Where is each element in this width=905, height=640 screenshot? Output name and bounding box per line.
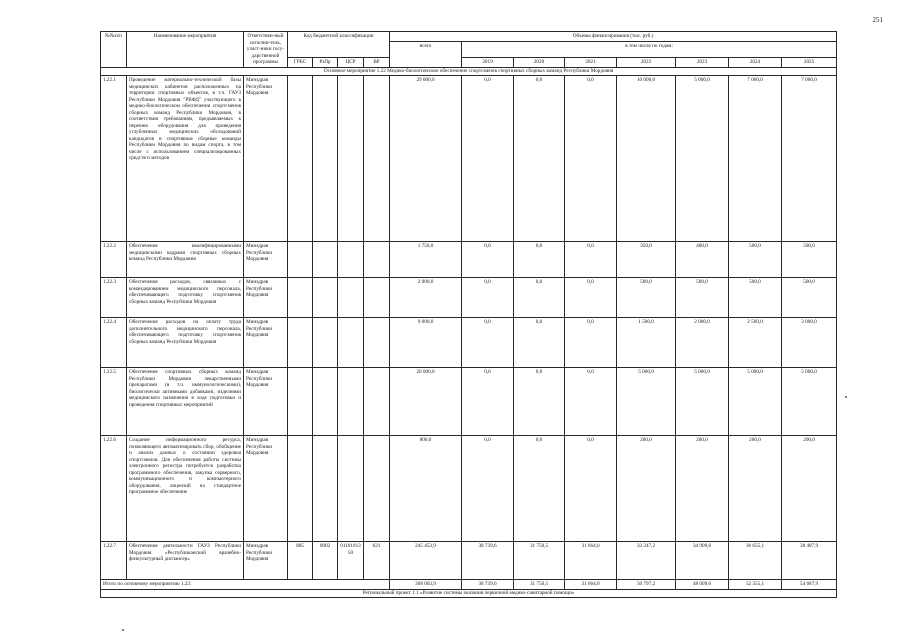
row-name: Обеспечение расходов на оплату труда дополнительного медицинского персонала, обеспечивающего подготовку спортсменов сборных команд Республики Мордовия	[127, 318, 244, 368]
row-year-value: 0,0	[462, 76, 514, 242]
row-year-value: 34 909,6	[676, 542, 729, 580]
row-year-value: 0,0	[514, 318, 565, 368]
row-rzpr: 0902	[313, 542, 338, 580]
total-year-value: 31 664,0	[565, 580, 617, 590]
header-name: Наименование мероприятия	[127, 32, 244, 68]
header-year: 2024	[729, 58, 782, 68]
row-year-value: 0,0	[565, 76, 617, 242]
total-year-value: 31 750,5	[514, 580, 565, 590]
row-total: 20 000,0	[390, 368, 462, 436]
row-number: 1.22.1	[101, 76, 127, 242]
table-row	[101, 318, 837, 368]
row-year-value: 500,0	[729, 278, 782, 318]
row-year-value: 2 500,0	[729, 318, 782, 368]
table-row	[101, 76, 837, 242]
row-year-value: 36 655,1	[729, 542, 782, 580]
row-year-value: 7 000,0	[782, 76, 837, 242]
row-name: Обеспечение спортивных сборных команд Республики Мордовия лекарственными препаратами (в т.ч. иммунологическими), биологически активными добавками, изделиями медицинского назначения в ходе подготовки и проведения спортивных мероприятий	[127, 368, 244, 436]
row-grbs	[288, 278, 313, 318]
total-row	[101, 580, 837, 590]
header-year: 2023	[676, 58, 729, 68]
row-year-value: 31 664,0	[565, 542, 617, 580]
row-year-value: 200,0	[676, 436, 729, 542]
row-year-value: 0,0	[565, 242, 617, 278]
row-year-value: 7 000,0	[729, 76, 782, 242]
row-year-value: 200,0	[729, 436, 782, 542]
scan-speck	[122, 629, 124, 631]
page-number: 251	[872, 16, 883, 24]
row-vr	[364, 76, 390, 242]
header-budget-code: Код бюджетной классификации	[288, 32, 390, 58]
row-executor: Минздрав Республики Мордовия	[244, 436, 288, 542]
row-year-value: 500,0	[729, 242, 782, 278]
financing-table	[100, 31, 837, 598]
row-year-value: 38 739,6	[462, 542, 514, 580]
row-number: 1.22.2	[101, 242, 127, 278]
header-executor: Ответствен-ный исполни-тель, участ-ники госу-дарственной программы	[244, 32, 288, 68]
row-year-value: 31 750,5	[514, 542, 565, 580]
row-year-value: 5 000,0	[676, 368, 729, 436]
row-csr	[338, 76, 364, 242]
header-total: всего	[390, 41, 462, 67]
row-year-value: 33 247,2	[617, 542, 676, 580]
row-year-value: 200,0	[782, 436, 837, 542]
row-vr	[364, 318, 390, 368]
row-csr	[338, 436, 364, 542]
header-year: 2025	[782, 58, 837, 68]
row-number: 1.22.3	[101, 278, 127, 318]
row-total: 1 750,0	[390, 242, 462, 278]
row-rzpr	[313, 436, 338, 542]
total-year-value: 50 797,2	[617, 580, 676, 590]
header-year: 2021	[565, 58, 617, 68]
row-rzpr	[313, 278, 338, 318]
row-number: 1.22.5	[101, 368, 127, 436]
row-csr: 01101813 50	[338, 542, 364, 580]
total-year-value: 38 739,6	[462, 580, 514, 590]
row-year-value: 0,0	[565, 278, 617, 318]
row-name: Создание информационного ресурса, позволяющего автоматизировать сбор, обобщение и анализ данных о состоянии здоровья спортсменов. Для обеспечения работы системы электронного регистра потребуется разработка программного обеспечения, закупка серверного, коммуникационного и компьютерного оборудования, лицензий на стандартное программное обеспечение	[127, 436, 244, 542]
row-executor: Минздрав Республики Мордовия	[244, 278, 288, 318]
table-row	[101, 542, 837, 580]
header-year: 2019	[462, 58, 514, 68]
row-year-value: 350,0	[617, 242, 676, 278]
header-vr: ВР	[364, 58, 390, 68]
row-year-value: 500,0	[676, 278, 729, 318]
total-year-value: 48 009,6	[676, 580, 729, 590]
row-vr	[364, 278, 390, 318]
header-num: №№п/п	[101, 32, 127, 68]
header-grbs: ГРБС	[288, 58, 313, 68]
row-rzpr	[313, 318, 338, 368]
row-executor: Минздрав Республики Мордовия	[244, 318, 288, 368]
row-name: Обеспечение расходов, связанных с командированием медицинского персонала, обеспечивающего подготовку спортсменов сборных команд Республики Мордовия	[127, 278, 244, 318]
row-year-value: 2 000,0	[676, 318, 729, 368]
header-rzpr: РзПр	[313, 58, 338, 68]
row-year-value: 200,0	[617, 436, 676, 542]
row-year-value: 0,0	[462, 368, 514, 436]
total-year-value: 52 355,1	[729, 580, 782, 590]
row-total: 2 000,0	[390, 278, 462, 318]
scan-speck	[845, 396, 847, 398]
header-year: 2020	[514, 58, 565, 68]
row-vr	[364, 368, 390, 436]
row-year-value: 5 000,0	[617, 368, 676, 436]
row-total: 800,0	[390, 436, 462, 542]
row-year-value: 0,0	[462, 278, 514, 318]
row-year-value: 500,0	[782, 242, 837, 278]
row-year-value: 0,0	[462, 242, 514, 278]
section-row	[101, 67, 837, 76]
row-total: 245 453,9	[390, 542, 462, 580]
row-year-value: 0,0	[514, 242, 565, 278]
row-year-value: 0,0	[514, 278, 565, 318]
table-row	[101, 436, 837, 542]
row-year-value: 0,0	[565, 318, 617, 368]
row-executor: Минздрав Республики Мордовия	[244, 542, 288, 580]
row-year-value: 3 000,0	[782, 318, 837, 368]
row-year-value: 0,0	[462, 318, 514, 368]
header-by-year: в том числе по годам:	[462, 41, 837, 58]
row-rzpr	[313, 242, 338, 278]
row-year-value: 500,0	[617, 278, 676, 318]
row-number: 1.22.6	[101, 436, 127, 542]
row-number: 1.22.7	[101, 542, 127, 580]
row-csr	[338, 278, 364, 318]
row-name: Обеспечение деятельности ГАУЗ Республики Мордовия «Республиканский врачебно-физкультурный диспансер»	[127, 542, 244, 580]
footer-section-title: Региональный проект 1.1 «Развитие системы оказания первичной медико-санитарной помощи»	[101, 589, 837, 598]
row-year-value: 400,0	[676, 242, 729, 278]
row-name: Проведение материально-технической базы медицинских кабинетов расположенных на территории спортивных объектов, в т.ч. ГАУЗ Республики Мордовия "РВФД" участвующего в медико-биологическом обеспечении спортсменов сборных команд Республики Мордовия, в соответствии требованиям, предъявляемых к перечню оборудования для проведения углубленных медицинских обследований кандидатов в спортивные сборные команды Республики Мордовия по видам спорта, в том числе с использованием специализированных средств и методов	[127, 76, 244, 242]
row-grbs	[288, 76, 313, 242]
row-csr	[338, 318, 364, 368]
row-total: 29 000,0	[390, 76, 462, 242]
row-name: Обеспечение квалифицированными медицинскими кадрами спортивных сборных команд Республики Мордовия	[127, 242, 244, 278]
row-year-value: 1 500,0	[617, 318, 676, 368]
row-year-value: 0,0	[565, 436, 617, 542]
section-title: Основное мероприятие 1.22 Медико-биологическое обеспечение спортсменов спортивных сборных команд Республики Мордовия	[101, 67, 837, 76]
row-grbs	[288, 318, 313, 368]
row-number: 1.22.4	[101, 318, 127, 368]
row-year-value: 0,0	[565, 368, 617, 436]
table-row	[101, 368, 837, 436]
row-csr	[338, 242, 364, 278]
row-csr	[338, 368, 364, 436]
header-year: 2022	[617, 58, 676, 68]
row-executor: Минздрав Республики Мордовия	[244, 242, 288, 278]
row-year-value: 0,0	[514, 76, 565, 242]
row-grbs	[288, 242, 313, 278]
row-rzpr	[313, 76, 338, 242]
table-row	[101, 242, 837, 278]
row-year-value: 0,0	[462, 436, 514, 542]
row-year-value: 10 000,0	[617, 76, 676, 242]
row-year-value: 38 487,9	[782, 542, 837, 580]
total-sum: 308 003,9	[390, 580, 462, 590]
row-grbs	[288, 436, 313, 542]
row-total: 9 000,0	[390, 318, 462, 368]
row-year-value: 5 000,0	[782, 368, 837, 436]
total-label: Итого по основному мероприятию 1.22:	[101, 580, 390, 590]
row-executor: Минздрав Республики Мордовия	[244, 76, 288, 242]
header-csr: ЦСР	[338, 58, 364, 68]
row-year-value: 5 000,0	[676, 76, 729, 242]
row-year-value: 500,0	[782, 278, 837, 318]
row-grbs: 805	[288, 542, 313, 580]
row-executor: Минздрав Республики Мордовия	[244, 368, 288, 436]
row-year-value: 0,0	[514, 436, 565, 542]
section-row	[101, 589, 837, 598]
row-year-value: 0,0	[514, 368, 565, 436]
header-row-1	[101, 32, 837, 42]
row-grbs	[288, 368, 313, 436]
row-year-value: 5 000,0	[729, 368, 782, 436]
header-funding: Объемы финансирования (тыс. руб.)	[390, 32, 837, 42]
row-vr: 621	[364, 542, 390, 580]
row-vr	[364, 436, 390, 542]
table-row	[101, 278, 837, 318]
total-year-value: 54 687,9	[782, 580, 837, 590]
row-rzpr	[313, 368, 338, 436]
row-vr	[364, 242, 390, 278]
